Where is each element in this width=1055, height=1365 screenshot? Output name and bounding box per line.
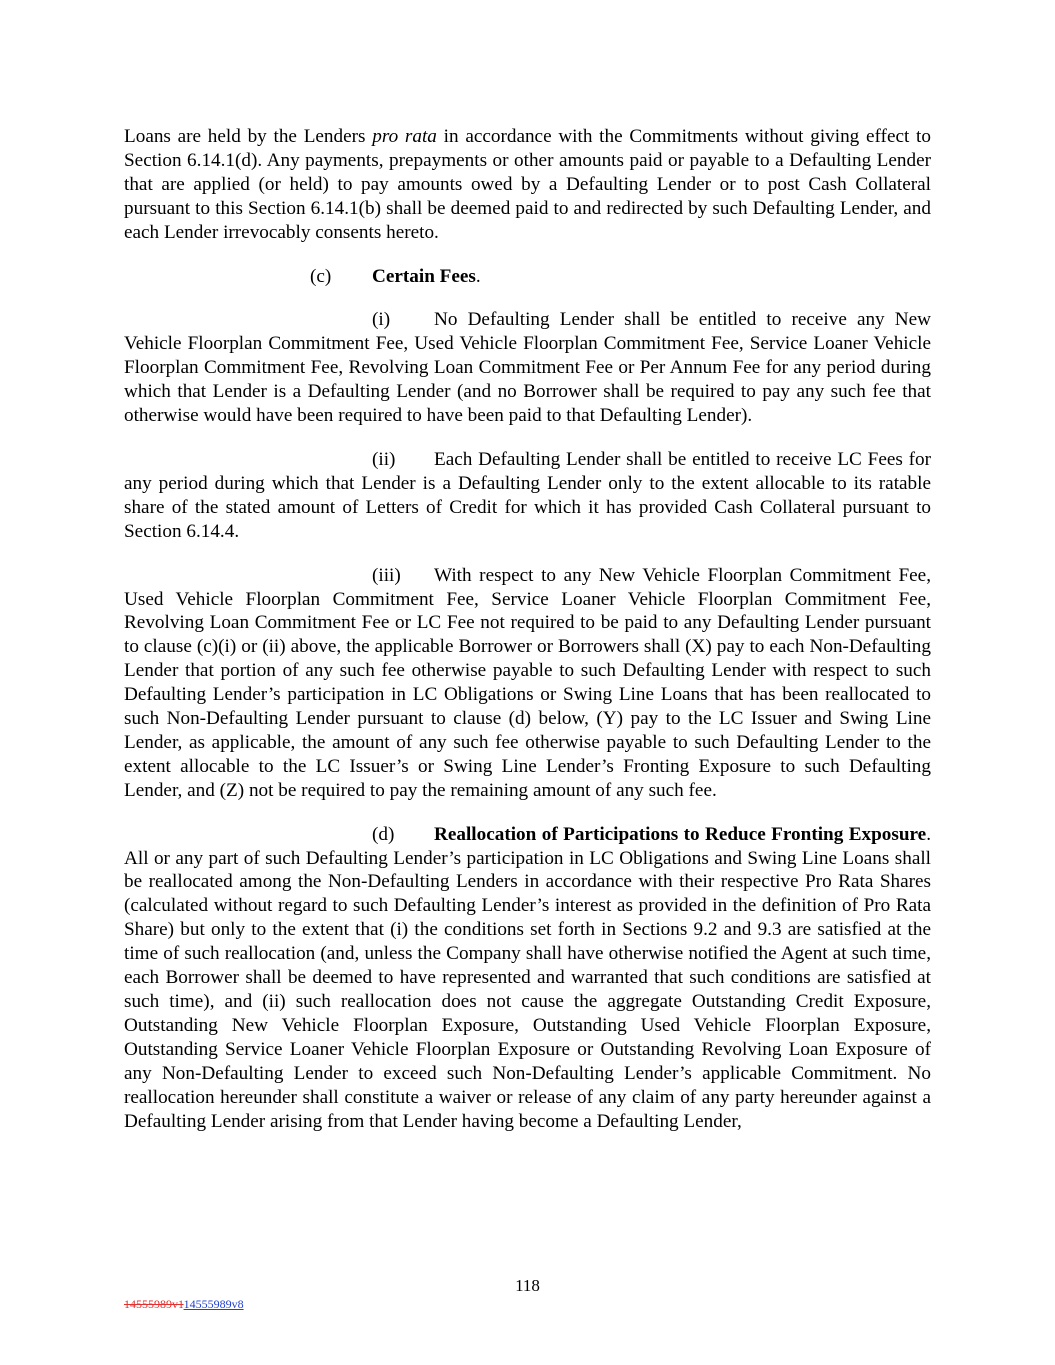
section-c-title: Certain Fees	[372, 265, 476, 287]
section-c-number: (c)	[310, 265, 332, 287]
doc-id-old: 14555989v1	[124, 1297, 184, 1311]
clause-c-ii-text: Each Defaulting Lender shall be entitled to receive LC Fees for any period during which that Lender is a Defaulting Lender only to the extent allocable to its ratable share of the stated amount of Letters of Credit for which it has provided Cash Collateral pursuant to Section 6.14.4.	[124, 448, 931, 542]
clause-c-ii-number: (ii)	[372, 448, 396, 470]
section-d-number: (d)	[372, 823, 395, 845]
clause-c-iii	[124, 564, 931, 803]
clause-c-iii-number: (iii)	[372, 564, 401, 586]
doc-id-new: 14555989v8	[183, 1297, 244, 1311]
clause-c-i-text: No Defaulting Lender shall be entitled to receive any New Vehicle Floorplan Commitment Fee, Used Vehicle Floorplan Commitment Fee, Service Loaner Vehicle Floorplan Commitment Fee, Revolving Loan Commitment Fee or Per Annum Fee for any period during which that Lender is a Defaulting Lender (and no Borrower shall be required to pay any such fee that otherwise would have been required to have been paid to that Defaulting Lender).	[124, 309, 931, 427]
section-d-text: All or any part of such Defaulting Lender’s participation in LC Obligations and Swing Line Loans shall be reallocated among the Non-Defaulting Lenders in accordance with their respective Pro Rata Shares (calculated without regard to such Defaulting Lender’s interest as provided in the definition of Pro Rata Share) but only to the extent that (i) the conditions set forth in Sections 9.2 and 9.3 are satisfied at the time of such reallocation (and, unless the Company shall have otherwise notified the Agent at such time, each Borrower shall be deemed to have represented and warranted that such conditions are satisfied at such time), and (ii) such reallocation does not cause the aggregate Outstanding Credit Exposure, Outstanding New Vehicle Floorplan Exposure, Outstanding Used Vehicle Floorplan Exposure, Outstanding Service Loaner Vehicle Floorplan Exposure or Outstanding Revolving Loan Exposure of any Non-Defaulting Lender to exceed such Non-Defaulting Lender’s applicable Commitment. No reallocation hereunder shall constitute a waiver or release of any claim of any party hereunder against a Defaulting Lender arising from that Lender having become a Defaulting Lender,	[124, 847, 931, 1132]
section-d-title: Reallocation of Participations to Reduce Fronting Exposure	[434, 823, 927, 845]
clause-c-ii	[124, 448, 931, 544]
section-c-heading: (c) Certain Fees.	[310, 265, 481, 287]
clause-c-i	[124, 308, 931, 428]
page-number: 118	[515, 1276, 540, 1295]
document-body	[124, 125, 931, 1153]
paragraph-continuation: Loans are held by the Lenders pro rata in accordance with the Commitments without giving effect to Section 6.14.1(d). Any payments, prepayments or other amounts paid or payable to a Defaulting Lender that are applied (or held) to pay amounts owed by a Defaulting Lender or to post Cash Collateral pursuant to this Section 6.14.1(b) shall be deemed paid to and redirected by such Defaulting Lender, and each Lender irrevocably consents hereto.	[124, 126, 931, 243]
section-d: (d) Reallocation of Participations to Reduce Fronting Exposure. All or any part of such Defaulting Lender’s participation in LC Obligations and Swing Line Loans shall be reallocated among the Non-Defaulting Lenders in accordance with their respective Pro Rata Shares (calculated without regard to such Defaulting Lender’s interest as provided in the definition of Pro Rata Share) but only to the extent that (i) the conditions set forth in Sections 9.2 and 9.3 are satisfied at the time of such reallocation (and, unless the Company shall have otherwise notified the Agent at such time, each Borrower shall be deemed to have represented and warranted that such conditions are satisfied at such time), and (ii) such reallocation does not cause the aggregate Outstanding Credit Exposure, Outstanding New Vehicle Floorplan Exposure, Outstanding Used Vehicle Floorplan Exposure, Outstanding Service Loaner Vehicle Floorplan Exposure or Outstanding Revolving Loan Exposure of any Non-Defaulting Lender to exceed such Non-Defaulting Lender’s applicable Commitment. No reallocation hereunder shall constitute a waiver or release of any claim of any party hereunder against a Defaulting Lender arising from that Lender having become a Defaulting Lender,	[124, 823, 931, 1132]
clause-c-i-number: (i)	[372, 309, 391, 331]
document-id	[124, 1297, 244, 1312]
clause-c-iii-text: With respect to any New Vehicle Floorplan Commitment Fee, Used Vehicle Floorplan Commitment Fee, Service Loaner Vehicle Floorplan Commitment Fee, Revolving Loan Commitment Fee or LC Fee not required to be paid to any Defaulting Lender pursuant to clause (c)(i) or (ii) above, the applicable Borrower or Borrowers shall (X) pay to each Non-Defaulting Lender that portion of any such fee otherwise payable to such Defaulting Lender with respect to such Defaulting Lender’s participation in LC Obligations or Swing Line Loans that has been reallocated to such Non-Defaulting Lender pursuant to clause (d) below, (Y) pay to the LC Issuer and Swing Line Lender, as applicable, the amount of any such fee otherwise payable to such Defaulting Lender to the extent allocable to the LC Issuer’s or Swing Line Lender’s Fronting Exposure to such Defaulting Lender, and (Z) not be required to pay the remaining amount of any such fee.	[124, 564, 931, 801]
italic-term: pro rata	[372, 126, 437, 147]
